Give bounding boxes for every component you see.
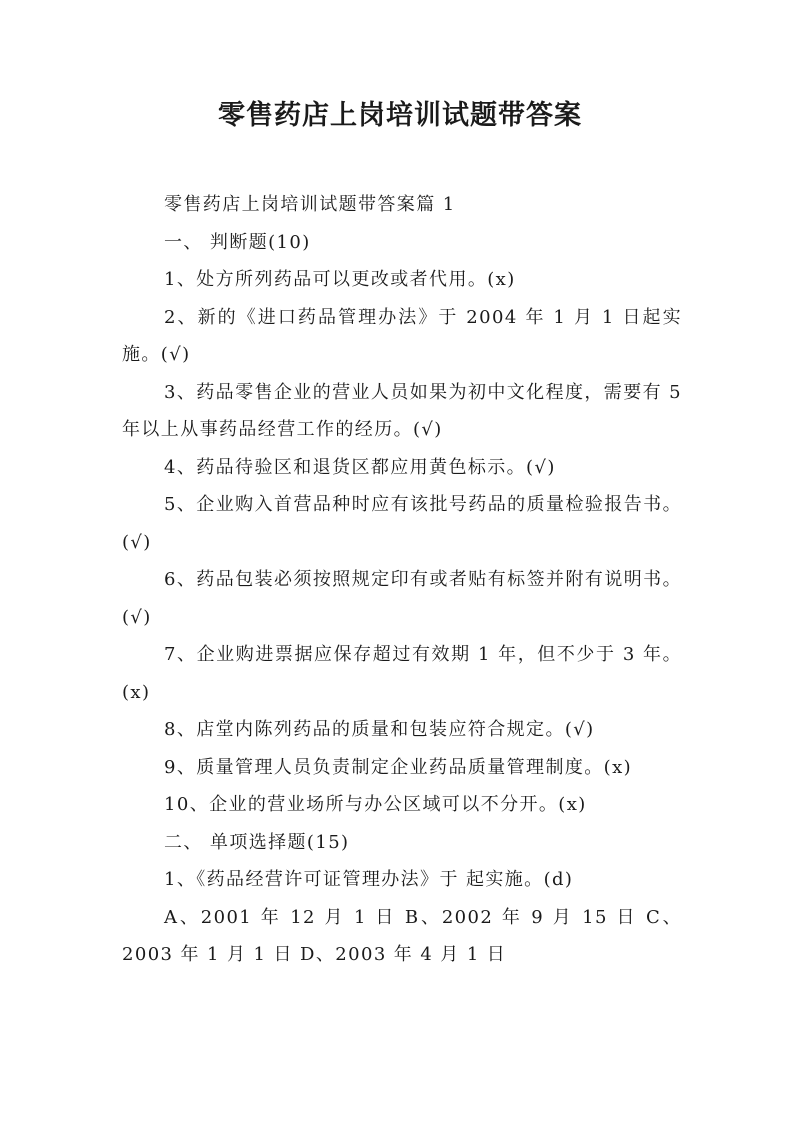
- part-heading-single-choice: 二、 单项选择题(15): [164, 831, 350, 853]
- question-item: 1、《药品经营许可证管理办法》于 起实施。(d): [164, 869, 574, 890]
- section-heading: 零售药店上岗培训试题带答案篇 1: [164, 194, 456, 215]
- question-item: 7、企业购进票据应保存超过有效期 1 年，但不少于 3 年。(x): [122, 644, 682, 703]
- question-item: 1、处方所列药品可以更改或者代用。(x): [164, 269, 516, 290]
- question-item: 9、质量管理人员负责制定企业药品质量管理制度。(x): [164, 756, 633, 778]
- question-item: 6、药品包装必须按照规定印有或者贴有标签并附有说明书。(√): [122, 569, 682, 628]
- question-item: 2、新的《进口药品管理办法》于 2004 年 1 月 1 日起实施。(√): [122, 306, 682, 365]
- part-heading-judgment: 一、 判断题(10): [164, 231, 311, 253]
- question-item: 3、药品零售企业的营业人员如果为初中文化程度，需要有 5 年以上从事药品经营工作的经历。(√): [122, 381, 682, 440]
- answer-options: A、2001 年 12 月 1 日 B、2002 年 9 月 15 日 C、2003 年 1 月 1 日 D、2003 年 4 月 1 日: [122, 906, 682, 965]
- document-title: 零售药店上岗培训试题带答案: [218, 100, 582, 131]
- question-item: 8、店堂内陈列药品的质量和包装应符合规定。(√): [164, 719, 595, 740]
- question-item: 10、企业的营业场所与办公区域可以不分开。(x): [164, 794, 587, 815]
- question-item: 4、药品待验区和退货区都应用黄色标示。(√): [164, 456, 556, 478]
- document-body: [122, 186, 682, 974]
- question-item: 5、企业购入首营品种时应有该批号药品的质量检验报告书。(√): [122, 494, 682, 553]
